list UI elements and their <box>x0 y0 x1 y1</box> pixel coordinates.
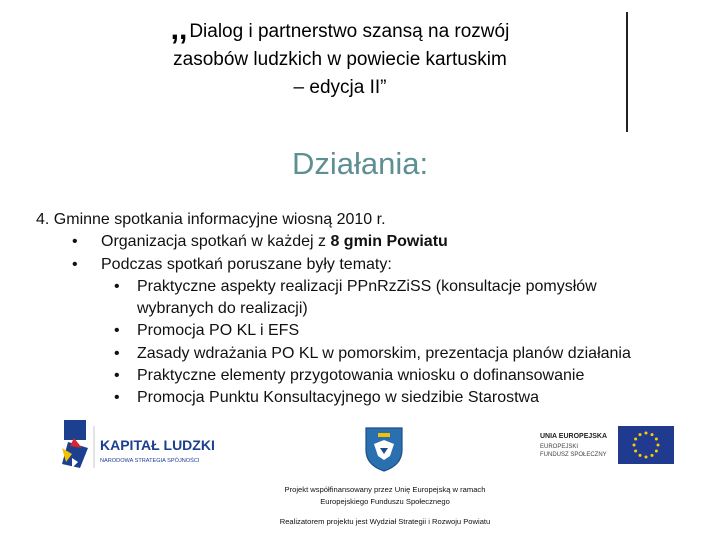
list-item-level2 <box>36 365 631 387</box>
content-list <box>36 209 631 410</box>
eu-star-icon <box>651 454 654 457</box>
title-line-1-text: Dialog i partnerstwo szansą na rozwój <box>189 21 510 42</box>
eu-efs-logo <box>536 426 686 466</box>
item-text: Podczas spotkań poruszane były tematy: <box>101 255 392 273</box>
eu-star-icon <box>633 444 636 447</box>
item-text-bold: 8 gmin Powiatu <box>330 233 448 251</box>
list-item-level2 <box>36 320 631 342</box>
item-text: Promocja PO KL i EFS <box>137 322 300 340</box>
bullet: • <box>114 277 120 295</box>
eu-star-icon <box>657 444 660 447</box>
kl-logo-square <box>64 420 86 440</box>
eu-star-icon <box>639 433 642 436</box>
crest-crown <box>378 433 390 437</box>
title-line-2: zasobów ludzkich w powiecie kartuskim <box>173 49 507 70</box>
eu-star-icon <box>651 433 654 436</box>
presentation-title <box>90 13 590 102</box>
bullet: • <box>114 389 120 407</box>
list-item-level2 <box>36 276 631 298</box>
eu-star-icon <box>655 438 658 441</box>
item-text: Praktyczne aspekty realizacji PPnRzZiSS (konsultacje pomysłów <box>137 277 597 295</box>
vertical-divider <box>626 12 628 132</box>
eu-star-icon <box>639 454 642 457</box>
bullet: • <box>114 344 120 362</box>
powiat-crest-logo <box>363 424 405 472</box>
list-item-level1 <box>36 231 631 253</box>
eu-star-icon <box>645 432 648 435</box>
eu-star-icon <box>634 438 637 441</box>
bullet: • <box>72 255 78 273</box>
kl-logo-subtitle: NARODOWA STRATEGIA SPÓJNOŚCI <box>100 458 200 464</box>
list-item-level1 <box>36 254 631 276</box>
eu-logo-line1: UNIA EUROPEJSKA <box>540 433 608 440</box>
eu-star-icon <box>655 450 658 453</box>
footer-line-1: Projekt współfinansowany przez Unię Europejską w ramach <box>284 485 486 494</box>
list-item-level2 <box>36 343 631 365</box>
kl-logo-name: KAPITAŁ LUDZKI <box>100 437 215 453</box>
item-text: wybranych do realizacji) <box>137 300 308 318</box>
kapital-ludzki-logo <box>58 418 234 476</box>
list-item-level2-continuation <box>36 298 631 320</box>
bullet: • <box>114 322 120 340</box>
item-text: Promocja Punktu Konsultacyjnego w siedzibie Starostwa <box>137 389 539 407</box>
bullet: • <box>114 367 120 385</box>
eu-star-icon <box>645 456 648 459</box>
eu-logo-line3: FUNDUSZ SPOŁECZNY <box>540 452 607 458</box>
list-item-main: 4. Gminne spotkania informacyjne wiosną 2010 r. <box>36 211 386 228</box>
item-text: Organizacja spotkań w każdej z <box>101 233 331 251</box>
item-text: Zasady wdrażania PO KL w pomorskim, prezentacja planów działania <box>137 344 631 362</box>
footer-implementer: Realizatorem projektu jest Wydział Strategii i Rozwoju Powiatu <box>279 517 491 526</box>
eu-logo-line2: EUROPEJSKI <box>540 444 579 450</box>
eu-star-icon <box>634 450 637 453</box>
title-line-1 <box>90 13 590 46</box>
title-open-quote: ,, <box>170 13 188 46</box>
title-line-3: – edycja II” <box>293 77 387 98</box>
item-text: Praktyczne elementy przygotowania wniosku o dofinansowanie <box>137 367 585 385</box>
footer-cofinancing <box>200 484 570 508</box>
footer-line-2: Europejskiego Funduszu Społecznego <box>320 497 450 506</box>
bullet: • <box>72 233 78 251</box>
list-item-level2 <box>36 387 631 409</box>
section-heading: Działania: <box>291 146 429 181</box>
